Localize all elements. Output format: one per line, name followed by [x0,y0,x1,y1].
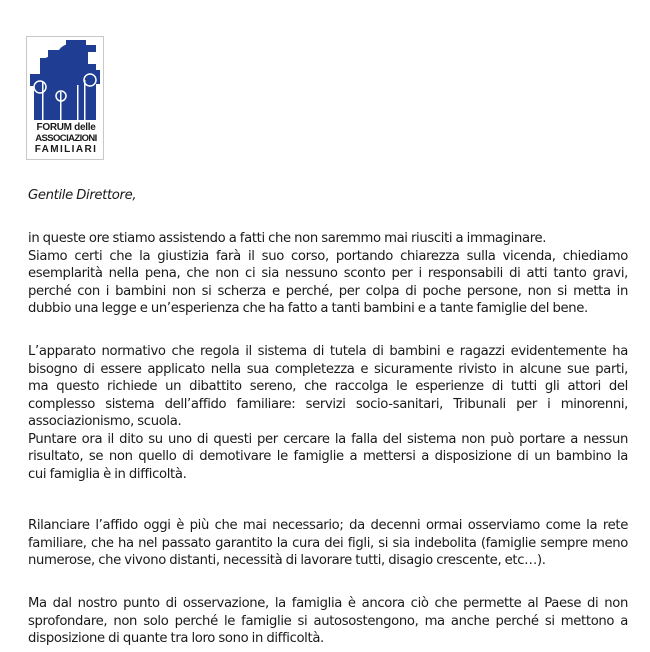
salutation: Gentile Direttore, [28,188,137,203]
logo-line-3: FAMILIARI [34,144,98,155]
paragraph-line: bisogno di essere applicato nella sua completezza e sicuramente rivisto in alcune sue parti, [28,361,628,377]
paragraph-line: in queste ore stiamo assistendo a fatti che non saremmo mai riusciti a immaginare. [28,231,547,246]
paragraph-line: Ma dal nostro punto di osservazione, la famiglia è ancora ciò che permette al Paese di non [28,596,628,611]
paragraph-line: cui famiglia è in difficoltà. [28,466,187,482]
paragraph-line: familiare, che ha nel passato garantito la cura dei figli, si sia indebolita (famiglie sempre meno [28,535,628,551]
paragraph-line: associazionismo, scuola. [28,414,182,429]
paragraph-2 [28,343,628,483]
paragraph-line: Siamo certi che la giustizia farà il suo corso, portando chiarezza sulla vicenda, chiediamo [28,248,628,264]
paragraph-line: Rilanciare l’affido oggi è più che mai necessario; da decenni ormai osserviamo come la rete [28,518,628,533]
paragraph-line: perché con i bambini non si scherza e perché, per colpa di poche persone, non si metta in [28,283,628,299]
paragraph-line: esemplarità nella pena, che non ci sia nessuno sconto per i responsabili di atti tanto gravi, [28,266,628,281]
logo-line-1: FORUM delle [36,122,96,133]
logo-line-2: ASSOCIAZIONI [35,133,97,144]
logo-text [27,122,105,155]
family-figures-icon [30,40,100,120]
paragraph-line: dubbio una legge e un’esperienza che ha fatto a tanti bambini e a tante famiglie del bene. [28,301,588,316]
paragraph-line: complesso sistema dell’affido familiare: servizi socio-sanitari, Tribunali per i minorenni, [28,396,628,412]
paragraph-4 [28,595,628,648]
paragraph-3 [28,517,628,570]
paragraph-line: Puntare ora il dito su uno di questi per cercare la falla del sistema non può portare a nessun [28,431,628,447]
paragraph-line: ma questo richiede un dibattito sereno, che raccolga le esperienze di tutti gli attori del [28,379,628,394]
paragraph-line: risultato, se non quello di demotivare le famiglie a mettersi a disposizione di un bambino la [28,449,628,464]
paragraph-line: numerose, che vivono distanti, necessità di lavorare tutti, disagio crescente, etc…). [28,553,546,568]
paragraph-line: sprofondare, non solo perché le famiglie si autosostengono, ma anche perché si mettono a [28,613,628,629]
paragraph-1 [28,230,628,318]
forum-associazioni-familiari-logo [26,36,104,160]
paragraph-line: L’apparato normativo che regola il sistema di tutela di bambini e ragazzi evidentemente ha [28,344,628,359]
paragraph-line: disposizione di quante tra loro sono in difficoltà. [28,631,324,646]
